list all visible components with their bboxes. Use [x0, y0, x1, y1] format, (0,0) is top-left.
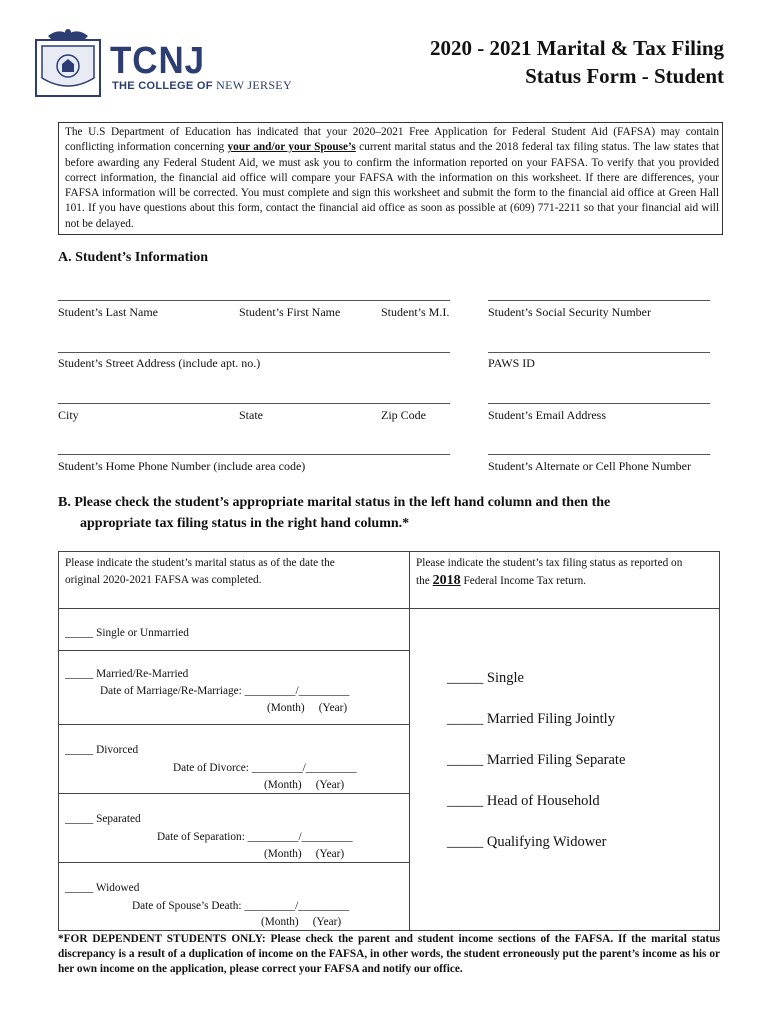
divorced-option[interactable]: _____ Divorced [65, 744, 139, 756]
mi-label: Student’s M.I. [381, 305, 450, 319]
tax-married-jointly-option[interactable]: _____ Married Filing Jointly [447, 711, 615, 727]
row-divider [59, 650, 409, 651]
city-label: City [58, 408, 79, 422]
status-table [58, 551, 720, 931]
name-input-line[interactable] [58, 300, 450, 301]
single-unmarried-option[interactable]: _____ Single or Unmarried [65, 627, 189, 639]
date-caption: (Month) (Year) [261, 916, 342, 928]
tax-status-header: Please indicate the student’s tax filing status as reported on the 2018 Federal Income Tax return. [416, 557, 683, 588]
spouse-death-date-field[interactable]: Date of Spouse’s Death: _________/_________ [132, 900, 350, 912]
tax-head-of-household-option[interactable]: _____ Head of Household [447, 793, 600, 809]
date-caption: (Month) (Year) [264, 779, 345, 791]
alt-phone-input-line[interactable] [488, 454, 710, 455]
paws-input-line[interactable] [488, 352, 710, 353]
tax-single-option[interactable]: _____ Single [447, 670, 524, 686]
alt-phone-label: Student’s Alternate or Cell Phone Number [488, 459, 691, 473]
married-option[interactable]: _____ Married/Re-Married [65, 668, 189, 680]
ssn-label: Student’s Social Security Number [488, 305, 651, 319]
row-divider [59, 724, 409, 725]
separated-option[interactable]: _____ Separated [65, 813, 141, 825]
marital-status-header: Please indicate the student’s marital status as of the date the original 2020-2021 FAFSA was completed. [65, 557, 335, 586]
section-a-heading: A. Student’s Information [58, 250, 208, 265]
divorce-date-field[interactable]: Date of Divorce: _________/_________ [173, 762, 357, 774]
separation-date-field[interactable]: Date of Separation: _________/_________ [157, 831, 353, 843]
tax-married-separate-option[interactable]: _____ Married Filing Separate [447, 752, 626, 768]
college-seal-logo [34, 26, 102, 98]
paws-label: PAWS ID [488, 356, 535, 370]
widowed-option[interactable]: _____ Widowed [65, 882, 140, 894]
last-name-label: Student’s Last Name [58, 305, 158, 319]
intro-notice: The U.S Department of Education has indicated that your 2020–2021 Free Application for Federal Student Aid (FAFSA) may contain conflicting information concerning your and/or your Spouse’s current marital status and the 2018 federal tax filing status. The law states that before awarding any Federal Student Aid, we must ask you to confirm the information reported on your FAFSA. To verify that you provided correct information, the financial aid office will compare your FAFSA with the information on this worksheet. If there are differences, your FAFSA information will be corrected. You must complete and sign this worksheet and submit the form to the financial aid office at Green Hall 101. If you have questions about this form, contact the financial aid office as soon as possible at (609) 771-2211 so that your financial aid will not be delayed. [58, 122, 723, 235]
email-input-line[interactable] [488, 403, 710, 404]
ssn-input-line[interactable] [488, 300, 710, 301]
row-divider [59, 793, 409, 794]
tcnj-wordmark: TCNJ [110, 40, 205, 82]
email-label: Student’s Email Address [488, 408, 606, 422]
home-phone-input-line[interactable] [58, 454, 450, 455]
row-divider [59, 862, 409, 863]
first-name-label: Student’s First Name [239, 305, 341, 319]
street-input-line[interactable] [58, 352, 450, 353]
tax-qualifying-widower-option[interactable]: _____ Qualifying Widower [447, 834, 607, 850]
city-state-zip-input-line[interactable] [58, 403, 450, 404]
section-b-heading: B. Please check the student’s appropriate marital status in the left hand column and then the appropriate tax filing status in the right hand column.* [58, 495, 611, 531]
dependent-students-footnote: *FOR DEPENDENT STUDENTS ONLY: Please check the parent and student income sections of the FAFSA. If the marital status discrepancy is a result of a duplication of income on the FAFSA, in other words, the student erroneously put the parent’s income as his or her own income on the application, please correct your FAFSA and notify our office. [58, 933, 720, 975]
street-label: Student’s Street Address (include apt. no.) [58, 356, 261, 370]
zip-label: Zip Code [381, 408, 426, 422]
date-caption: (Month) (Year) [267, 702, 348, 714]
marriage-date-field[interactable]: Date of Marriage/Re-Marriage: _________/_________ [100, 685, 350, 697]
home-phone-label: Student’s Home Phone Number (include area code) [58, 459, 306, 473]
date-caption: (Month) (Year) [264, 848, 345, 860]
header-row-divider [59, 608, 719, 609]
college-name: THE COLLEGE OF NEW JERSEY [112, 78, 292, 92]
form-title: 2020 - 2021 Marital & Tax Filing Status Form - Student [430, 36, 724, 88]
state-label: State [239, 408, 263, 422]
